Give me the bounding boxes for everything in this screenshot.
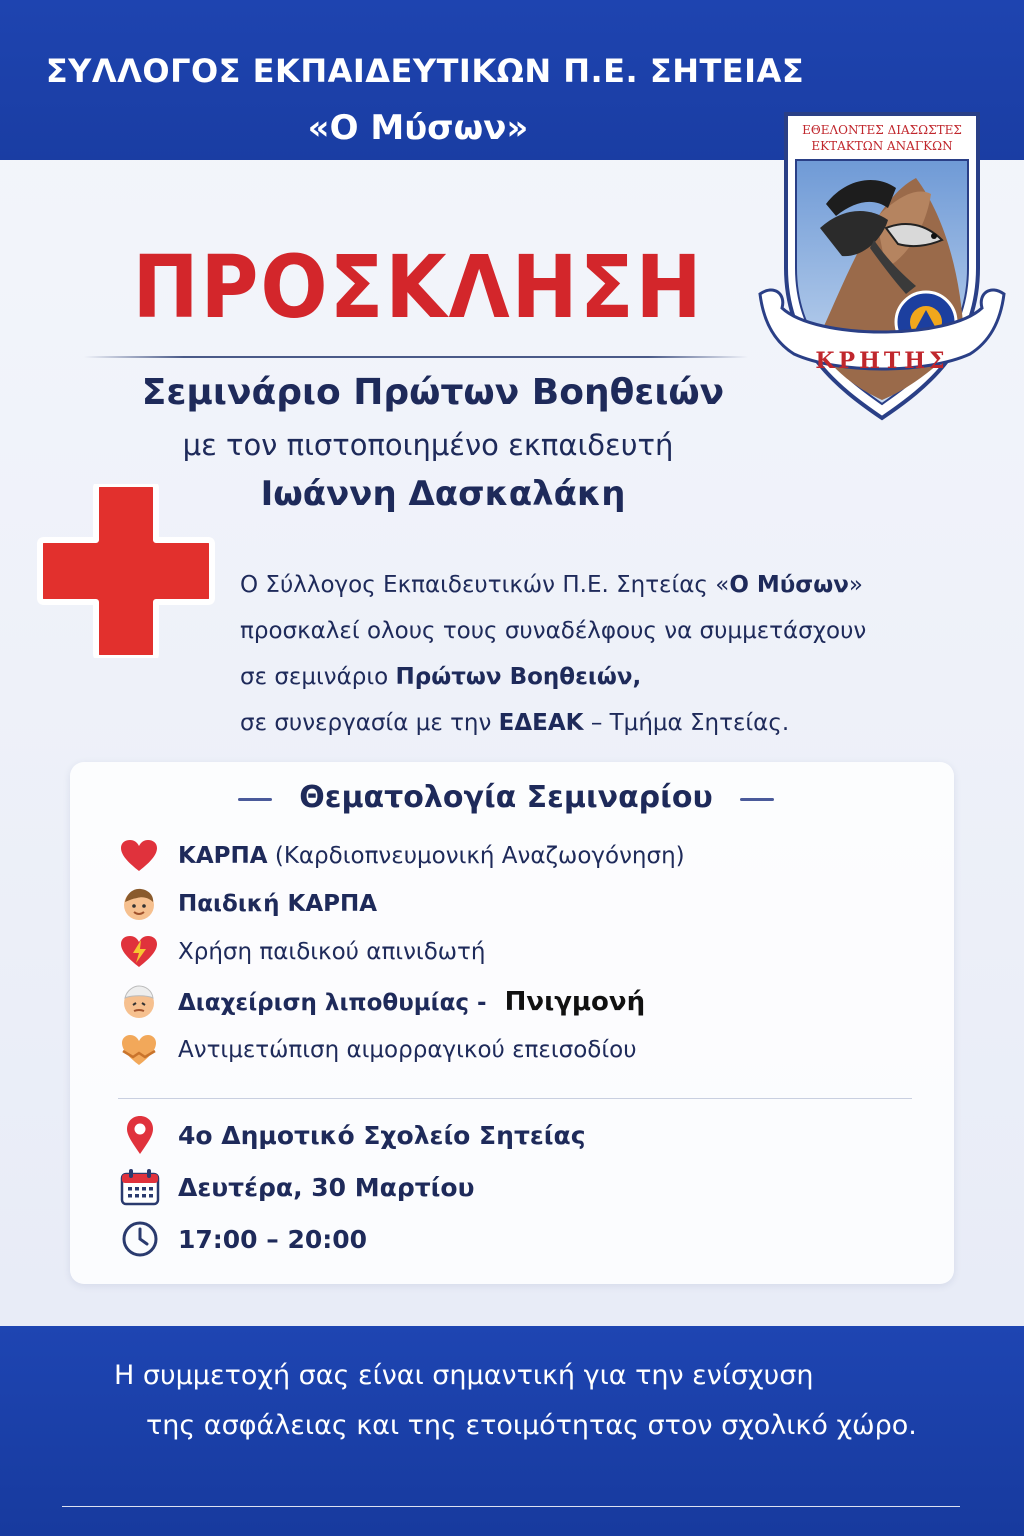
title-divider [84, 356, 748, 358]
trainer-intro: με τον πιστοποιημένο εκπαιδευτή [182, 428, 674, 462]
footer-line-2: της ασφάλειας και της ετοιμότητας στον σχολικό χώρο. [146, 1410, 917, 1441]
bandaged-face-icon [118, 982, 160, 1022]
page-title: ΠΡΟΣΚΛΗΣΗ [132, 238, 704, 338]
emblem-top-text-1: ΕΘΕΛΟΝΤΕΣ ΔΙΑΣΩΣΤΕΣ [802, 123, 962, 137]
seminar-name: Σεμινάριο Πρώτων Βοηθειών [141, 372, 725, 413]
red-cross-icon [36, 484, 216, 658]
child-face-icon [118, 884, 160, 924]
intro-line4-end: – Τμήμα Σητείας. [583, 710, 790, 736]
intro-line1-text: Ο Σύλλογος Εκπαιδευτικών Π.Ε. Σητείας « [240, 572, 730, 598]
invitation-paragraph [240, 562, 980, 746]
heart-lightning-icon [118, 932, 160, 972]
heading-rule-right [740, 798, 774, 801]
topic-item [118, 836, 878, 876]
topic-text: (Καρδιοπνευμονική Αναζωογόνηση) [267, 843, 685, 869]
date-text: Δευτέρα, 30 Μαρτίου [178, 1172, 475, 1202]
footer-line-1: Η συμμετοχή σας είναι σημαντική για την ενίσχυση [114, 1360, 814, 1391]
organization-name: «Ο Μύσων» [307, 108, 529, 148]
footer-divider [62, 1506, 960, 1507]
date-row [118, 1166, 878, 1208]
trainer-name: Ιωάννη Δασκαλάκη [260, 474, 626, 514]
topic-item [118, 932, 878, 972]
emblem-top-text-2: ΕΚΤΑΚΤΩΝ ΑΝΑΓΚΩΝ [811, 139, 953, 153]
topic-item [118, 884, 878, 924]
intro-line3-bold: Πρώτων Βοηθειών, [395, 664, 642, 690]
topic-item [118, 982, 878, 1022]
intro-line4-bold: ΕΔΕΑΚ [498, 710, 584, 736]
topic-text: Αντιμετώπιση αιμορραγικού επεισοδίου [178, 1037, 637, 1063]
location-text: 4ο Δημοτικό Σχολείο Σητείας [178, 1120, 586, 1150]
topic-bold: ΚΑΡΠΑ [178, 843, 268, 869]
topic-text: Χρήση παιδικού απινιδωτή [178, 939, 486, 965]
topic-item [118, 1030, 878, 1070]
topic-text-choking: Πνιγμονή [504, 987, 646, 1017]
intro-line1-end: » [848, 572, 863, 598]
organization-title: ΣΥΛΛΟΓΟΣ ΕΚΠΑΙΔΕΥΤΙΚΩΝ Π.Ε. ΣΗΤΕΙΑΣ [45, 52, 805, 90]
intro-line2: προσκαλεί ολους τους συναδέλφους να συμμετάσχουν [240, 618, 867, 644]
calendar-icon [118, 1166, 162, 1208]
intro-line1-bold: Ο Μύσων [729, 572, 849, 598]
heart-icon [118, 836, 160, 876]
location-row [118, 1114, 878, 1156]
time-text: 17:00 – 20:00 [178, 1224, 368, 1254]
intro-line4-text: σε συνεργασία με την [240, 710, 499, 736]
emblem-bottom-text: ΚΡΗΤΗΣ [815, 348, 949, 374]
topic-bold: Διαχείριση λιποθυμίας - [178, 990, 487, 1016]
heart-hands-icon [118, 1030, 160, 1070]
location-pin-icon [118, 1114, 162, 1156]
clock-icon [118, 1218, 162, 1260]
footer-banner [0, 1326, 1024, 1536]
topic-bold: Παιδική ΚΑΡΠΑ [178, 891, 378, 917]
intro-line3-text: σε σεμινάριο [240, 664, 396, 690]
time-row [118, 1218, 878, 1260]
topics-heading: Θεματολογία Σεμιναρίου [299, 780, 713, 815]
card-divider [118, 1098, 912, 1099]
